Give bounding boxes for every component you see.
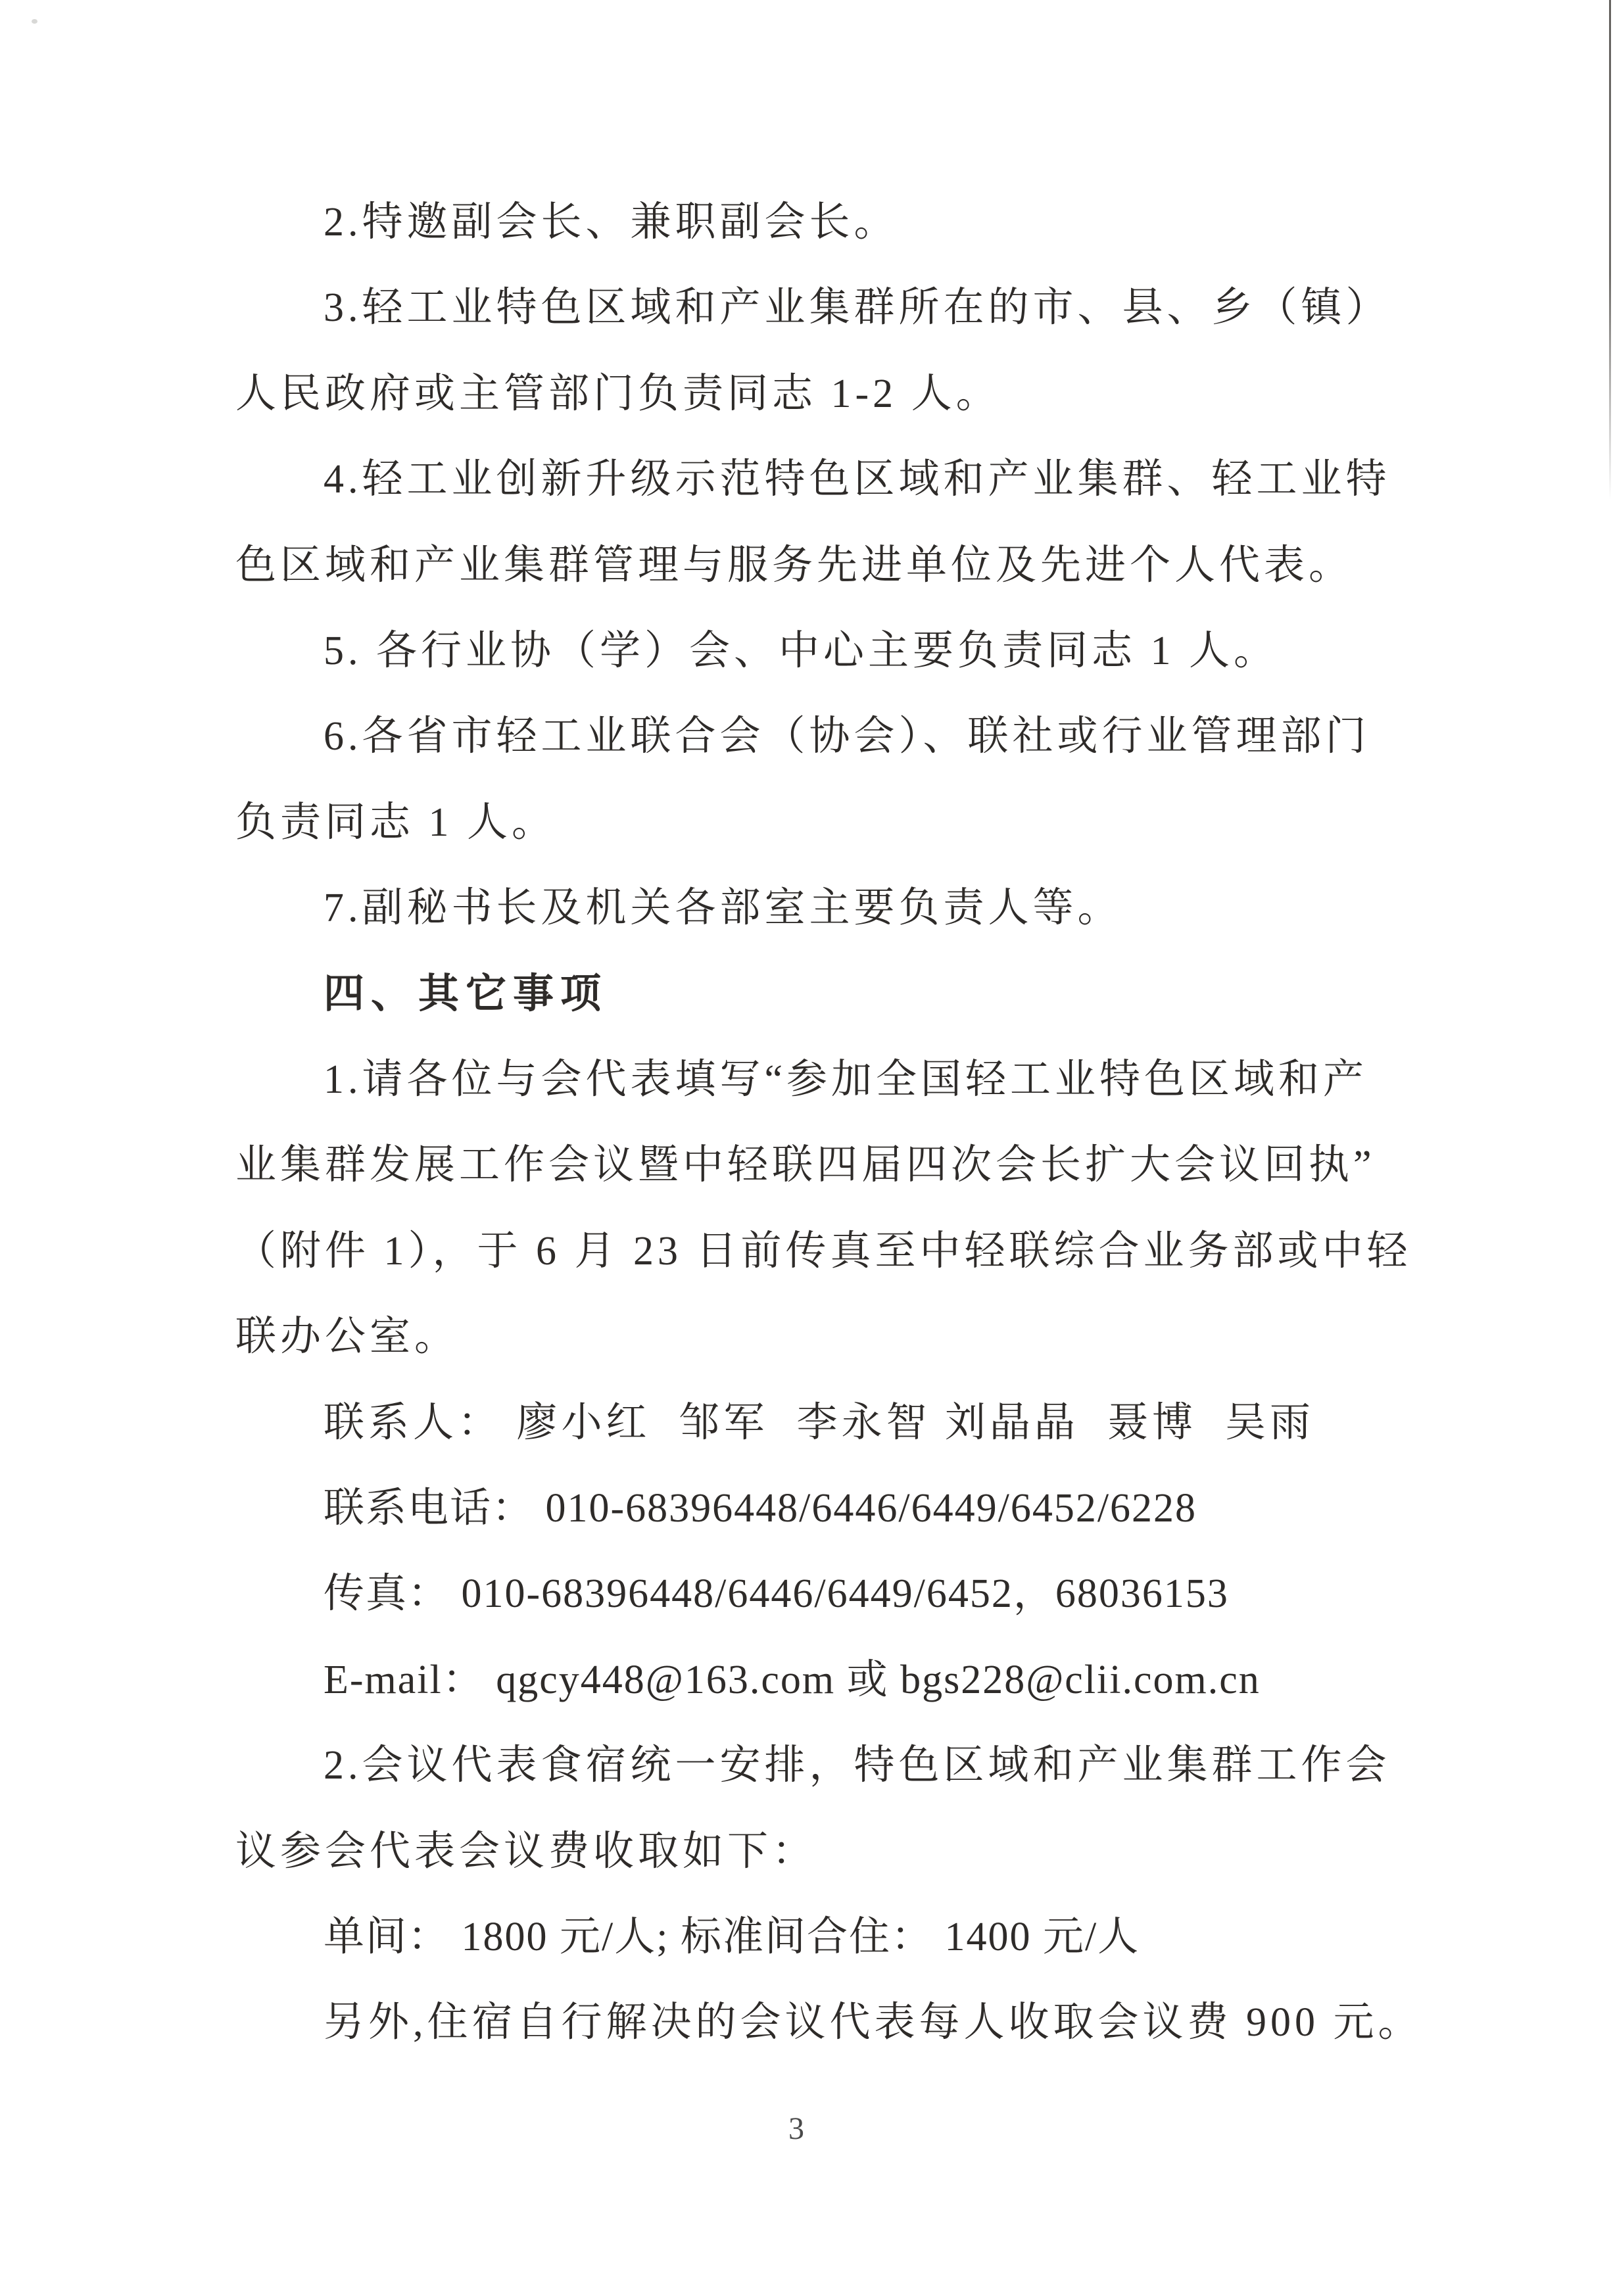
text-line: 业集群发展工作会议暨中轻联四届四次会长扩大会议回执”: [235, 1143, 1376, 1187]
scan-edge-line: [1609, 0, 1611, 500]
text-line: 7.副秘书长及机关各部室主要负责人等。: [324, 886, 1122, 930]
text-line: 议参会代表会议费收取如下：: [235, 1829, 817, 1874]
section-heading: 四、其它事项: [324, 971, 608, 1016]
text-line: 联系电话： 010-68396448/6446/6449/6452/6228: [324, 1486, 1197, 1531]
text-line: 联办公室。: [235, 1314, 460, 1359]
text-line: 1.请各位与会代表填写“参加全国轻工业特色区域和产: [324, 1057, 1368, 1102]
text-line: 色区域和产业集群管理与服务先进单位及先进个人代表。: [235, 543, 1354, 588]
text-line: 6.各省市轻工业联合会（协会）、联社或行业管理部门: [324, 714, 1370, 759]
text-line: 传真： 010-68396448/6446/6449/6452，68036153: [324, 1571, 1229, 1616]
scan-speck-artifact: [32, 19, 37, 24]
text-line: 5. 各行业协（学）会、中心主要负责同志 1 人。: [324, 629, 1279, 673]
text-line: 4.轻工业创新升级示范特色区域和产业集群、轻工业特: [324, 457, 1391, 502]
text-line: （附件 1），于 6 月 23 日前传真至中轻联综合业务部或中轻: [235, 1229, 1412, 1274]
page-number: 3: [788, 2111, 804, 2146]
text-line: 2.会议代表食宿统一安排，特色区域和产业集群工作会: [324, 1743, 1391, 1788]
text-line: 人民政府或主管部门负责同志 1-2 人。: [235, 371, 1001, 416]
text-line: E-mail： qgcy448@163.com 或 bgs228@clii.com.cn: [324, 1658, 1261, 1702]
text-line: 2.特邀副会长、兼职副会长。: [324, 200, 899, 245]
text-line: 单间： 1800 元/人; 标准间合住： 1400 元/人: [324, 1915, 1140, 1959]
text-line: 联系人： 廖小红 邹军 李永智 刘晶晶 聂博 吴雨: [324, 1400, 1315, 1445]
text-line: 3.轻工业特色区域和产业集群所在的市、县、乡（镇）: [324, 285, 1391, 330]
text-line: 负责同志 1 人。: [235, 800, 557, 845]
text-line: 另外,住宿自行解决的会议代表每人收取会议费 900 元。: [324, 2000, 1423, 2045]
